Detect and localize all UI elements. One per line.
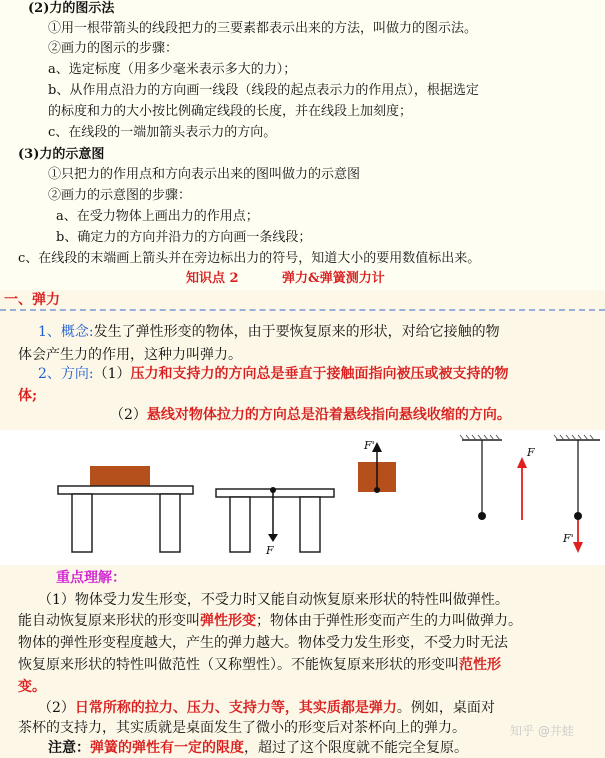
label-f-prime-rope: F' <box>563 532 574 545</box>
note-rest: ，超过了这个限度就不能完全复原。 <box>244 740 468 756</box>
term-plastic-deformation: 范性形 <box>459 657 501 673</box>
key-point-2-line2: 茶杯的支持力，其实质就是桌面发生了微小的形变后对茶杯向上的弹力。 <box>18 720 466 736</box>
hanging-ball-1 <box>460 435 502 520</box>
note-line <box>48 738 468 758</box>
ball-1 <box>478 512 486 520</box>
concept-line1 <box>38 322 500 342</box>
graphic-method-steps-title: ②画力的图示的步骤： <box>48 41 179 56</box>
key-points-title: 重点理解： <box>56 570 126 586</box>
rope-tension-arrow <box>517 457 527 520</box>
direction-2-prefix: （2） <box>110 407 147 423</box>
graphic-step-a: a、选定标度（用多少毫米表示多大的力）； <box>48 62 297 77</box>
graphic-method-definition: ①用一根带箭头的线段把力的三要素都表示出来的方法，叫做力的图示法。 <box>48 21 478 36</box>
elastic-section-title: 一、弹力 <box>4 292 60 308</box>
wood-block <box>90 466 150 486</box>
key-point-1-line2-a: 能自动恢复原来形状的形变叫 <box>18 613 200 629</box>
schematic-step-c: c、在线段的末端画上箭头并在旁边标出力的符号，知道大小的要用数值标出来。 <box>18 251 481 266</box>
label-f-table: F <box>266 544 274 557</box>
key-point-1-line2-c: ；物体由于弹性形变而产生的力叫做弹力。 <box>256 613 522 629</box>
direction-line1 <box>38 364 509 384</box>
graphic-method-heading: (2)力的图示法 <box>28 1 115 16</box>
diagram-svg <box>0 430 605 565</box>
key-point-2-line1 <box>38 698 495 718</box>
key-point-1-line5: 变。 <box>18 679 46 695</box>
key-point-1-line1: （1）物体受力发生形变，不受力时又能自动恢复原来形状的特性叫做弹性。 <box>38 592 509 608</box>
section-divider <box>0 309 605 311</box>
hanging-ball-2 <box>554 435 600 553</box>
watermark: 知乎 @井蛙 <box>510 724 574 738</box>
key-point-2-highlight: 日常所称的拉力、压力、支持力等，其实质都是弹力 <box>74 700 397 716</box>
table2-leg-left <box>230 497 250 552</box>
schematic-steps-title: ②画力的示意图的步骤： <box>48 188 192 203</box>
note-label: 注意： <box>48 740 90 756</box>
concept-text-1: 发生了弹性形变的物体，由于要恢复原来的形状，对给它接触的物 <box>93 324 500 340</box>
term-elastic-deformation: 弹性形变 <box>200 613 256 629</box>
direction-2-text: 悬线对物体拉力的方向总是沿着悬线指向悬线收缩的方向。 <box>146 407 511 423</box>
label-f-prime-block: F' <box>364 439 375 452</box>
direction-1-text-1: 压力和支持力的方向总是垂直于接触面指向被压或被支持的物 <box>130 366 509 382</box>
key-point-1-line3: 物体的弹性形变程度越大，产生的弹力越大。物体受力发生形变，不受力时无法 <box>18 635 508 651</box>
direction-1-text-2: 体; <box>18 388 38 404</box>
concept-text-2: 体会产生力的作用，这种力叫弹力。 <box>18 347 242 363</box>
table-top <box>58 486 193 494</box>
knowledge-point-label: 知识点 2 <box>186 271 239 286</box>
knowledge-point-title: 弹力&弹簧测力计 <box>282 271 385 286</box>
concept-label: 1、概念: <box>38 324 94 340</box>
direction-1-prefix: （1） <box>93 366 131 382</box>
graphic-step-c: c、在线段的一端加箭头表示力的方向。 <box>48 125 277 140</box>
graphic-step-b-line2: 的标度和力的大小按比例确定线段的长度，并在线段上加刻度； <box>48 104 413 119</box>
red-arrowhead-down <box>573 542 583 553</box>
force-arrowhead <box>268 534 278 542</box>
table2-leg-right <box>300 497 320 552</box>
schematic-heading: (3)力的示意图 <box>18 147 105 162</box>
table-leg-right <box>160 494 180 552</box>
table-with-force <box>216 487 334 552</box>
graphic-step-b-line1: b、从作用点沿力的方向画一线段（线段的起点表示力的作用点），根据选定 <box>48 83 479 98</box>
label-f-rope: F <box>527 446 535 459</box>
schematic-step-b: b、确定力的方向并沿力的方向画一条线段； <box>56 230 312 245</box>
direction-2-line <box>110 405 511 425</box>
table-with-block <box>58 466 193 552</box>
key-point-2-prefix: （2） <box>38 700 75 716</box>
table-leg-left <box>72 494 92 552</box>
note-bold: 弹簧的弹性有一定的限度 <box>90 740 244 756</box>
force-point-block <box>374 487 380 493</box>
key-point-1-line4 <box>18 655 501 675</box>
elastic-force-diagram <box>0 430 605 565</box>
red-arrowhead-up <box>517 457 527 468</box>
ball-2 <box>574 512 582 520</box>
key-point-1-line2 <box>18 611 522 631</box>
key-point-1-line4-a: 恢复原来形状的特性叫做范性（又称塑性）。不能恢复原来形状的形变叫 <box>18 657 459 673</box>
schematic-step-a: a、在受力物体上画出力的作用点； <box>56 209 259 224</box>
schematic-definition: ①只把力的作用点和方向表示出来的图叫做力的示意图 <box>48 167 361 182</box>
key-point-2-rest: 。例如，桌面对 <box>396 700 495 716</box>
direction-label: 2、方向: <box>38 366 94 382</box>
